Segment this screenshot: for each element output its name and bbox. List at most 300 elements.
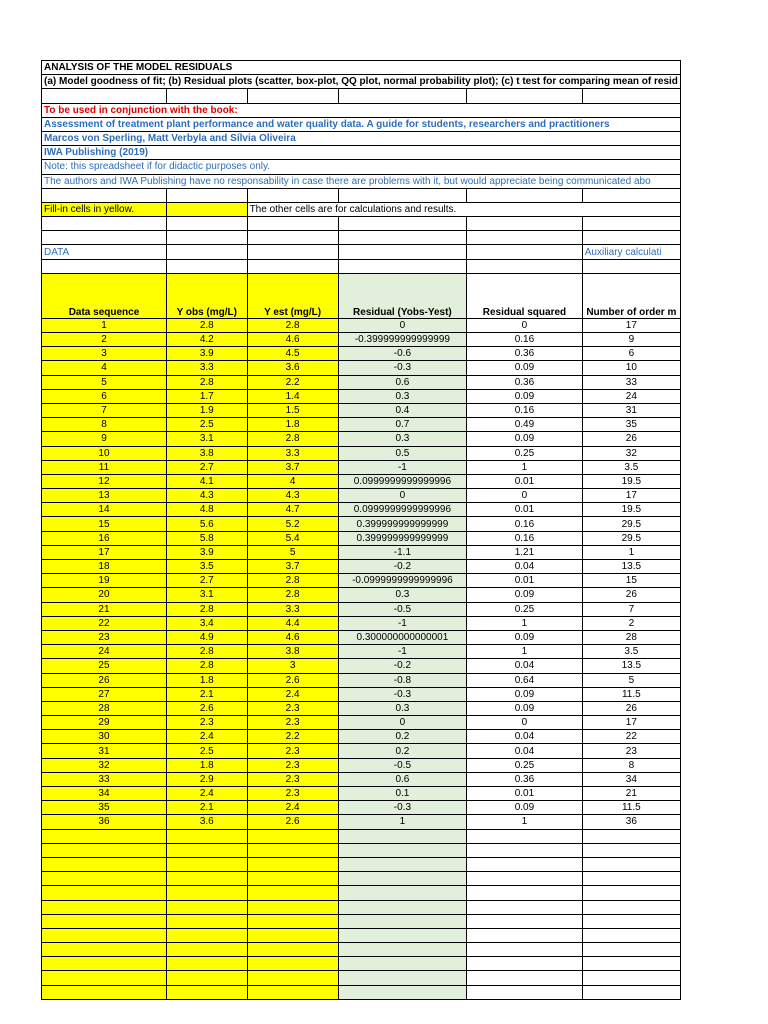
order-number-cell[interactable]: 9 bbox=[582, 333, 680, 347]
empty-y-obs-cell[interactable] bbox=[166, 985, 247, 999]
residual-squared-cell[interactable]: 1 bbox=[467, 645, 583, 659]
y-est-cell[interactable]: 2.4 bbox=[247, 687, 338, 701]
order-number-cell[interactable]: 6 bbox=[582, 347, 680, 361]
empty-order-number-cell[interactable] bbox=[582, 843, 680, 857]
y-est-cell[interactable]: 2.8 bbox=[247, 432, 338, 446]
order-number-cell[interactable]: 29.5 bbox=[582, 531, 680, 545]
y-obs-cell[interactable]: 1.8 bbox=[166, 758, 247, 772]
y-obs-cell[interactable]: 1.8 bbox=[166, 673, 247, 687]
empty-cell[interactable] bbox=[338, 231, 466, 245]
legend-swatch[interactable] bbox=[166, 202, 247, 216]
other-cells-note[interactable]: The other cells are for calculations and results. bbox=[247, 202, 680, 216]
order-number-cell[interactable]: 3.5 bbox=[582, 460, 680, 474]
y-obs-cell[interactable]: 2.8 bbox=[166, 659, 247, 673]
empty-y-obs-cell[interactable] bbox=[166, 857, 247, 871]
y-obs-cell[interactable]: 4.1 bbox=[166, 474, 247, 488]
residual-cell[interactable]: -0.399999999999999 bbox=[338, 333, 466, 347]
empty-y-obs-cell[interactable] bbox=[166, 943, 247, 957]
empty-cell[interactable] bbox=[42, 259, 167, 273]
residual-cell[interactable]: 0.3 bbox=[338, 701, 466, 715]
empty-order-number-cell[interactable] bbox=[582, 985, 680, 999]
y-est-cell[interactable]: 2.4 bbox=[247, 801, 338, 815]
y-obs-cell[interactable]: 2.1 bbox=[166, 687, 247, 701]
note-line-text[interactable]: Marcos von Sperling, Matt Verbyla and Sílvia Oliveira bbox=[42, 131, 681, 145]
empty-cell[interactable] bbox=[582, 231, 680, 245]
y-est-cell[interactable]: 2.3 bbox=[247, 716, 338, 730]
y-est-cell[interactable]: 4.6 bbox=[247, 630, 338, 644]
residual-cell[interactable]: 0.2 bbox=[338, 730, 466, 744]
data-sequence-cell[interactable]: 7 bbox=[42, 403, 167, 417]
empty-residual-cell[interactable] bbox=[338, 985, 466, 999]
empty-cell[interactable] bbox=[166, 231, 247, 245]
residual-squared-cell[interactable]: 0.09 bbox=[467, 701, 583, 715]
residual-squared-cell[interactable]: 0.01 bbox=[467, 787, 583, 801]
order-number-cell[interactable]: 15 bbox=[582, 574, 680, 588]
empty-residual-squared-cell[interactable] bbox=[467, 843, 583, 857]
residual-cell[interactable]: -0.8 bbox=[338, 673, 466, 687]
residual-cell[interactable]: 0.3 bbox=[338, 432, 466, 446]
data-sequence-cell[interactable]: 17 bbox=[42, 545, 167, 559]
y-est-cell[interactable]: 4.4 bbox=[247, 616, 338, 630]
y-obs-cell[interactable]: 2.8 bbox=[166, 602, 247, 616]
order-number-cell[interactable]: 19.5 bbox=[582, 503, 680, 517]
data-sequence-cell[interactable]: 3 bbox=[42, 347, 167, 361]
order-number-cell[interactable]: 31 bbox=[582, 403, 680, 417]
residual-cell[interactable]: 0.6 bbox=[338, 375, 466, 389]
empty-order-number-cell[interactable] bbox=[582, 872, 680, 886]
data-sequence-cell[interactable]: 5 bbox=[42, 375, 167, 389]
data-sequence-cell[interactable]: 22 bbox=[42, 616, 167, 630]
data-sequence-cell[interactable]: 11 bbox=[42, 460, 167, 474]
empty-order-number-cell[interactable] bbox=[582, 928, 680, 942]
residual-cell[interactable]: -0.5 bbox=[338, 602, 466, 616]
empty-data-sequence-cell[interactable] bbox=[42, 829, 167, 843]
residual-squared-cell[interactable]: 0.64 bbox=[467, 673, 583, 687]
residual-squared-cell[interactable]: 0.04 bbox=[467, 659, 583, 673]
residual-cell[interactable]: -0.2 bbox=[338, 560, 466, 574]
empty-y-obs-cell[interactable] bbox=[166, 914, 247, 928]
empty-order-number-cell[interactable] bbox=[582, 971, 680, 985]
empty-y-est-cell[interactable] bbox=[247, 829, 338, 843]
y-est-cell[interactable]: 1.8 bbox=[247, 418, 338, 432]
data-sequence-cell[interactable]: 24 bbox=[42, 645, 167, 659]
header-y-obs[interactable]: Y obs (mg/L) bbox=[166, 273, 247, 318]
y-obs-cell[interactable]: 2.8 bbox=[166, 318, 247, 332]
empty-cell[interactable] bbox=[42, 231, 167, 245]
order-number-cell[interactable]: 34 bbox=[582, 772, 680, 786]
y-est-cell[interactable]: 3.3 bbox=[247, 602, 338, 616]
y-est-cell[interactable]: 2.3 bbox=[247, 701, 338, 715]
empty-residual-cell[interactable] bbox=[338, 957, 466, 971]
empty-order-number-cell[interactable] bbox=[582, 900, 680, 914]
note-line-text[interactable]: IWA Publishing (2019) bbox=[42, 146, 681, 160]
y-obs-cell[interactable]: 2.8 bbox=[166, 645, 247, 659]
order-number-cell[interactable]: 8 bbox=[582, 758, 680, 772]
y-obs-cell[interactable]: 4.8 bbox=[166, 503, 247, 517]
order-number-cell[interactable]: 2 bbox=[582, 616, 680, 630]
order-number-cell[interactable]: 32 bbox=[582, 446, 680, 460]
data-sequence-cell[interactable]: 1 bbox=[42, 318, 167, 332]
empty-cell[interactable] bbox=[467, 217, 583, 231]
y-obs-cell[interactable]: 2.9 bbox=[166, 772, 247, 786]
empty-y-obs-cell[interactable] bbox=[166, 957, 247, 971]
order-number-cell[interactable]: 10 bbox=[582, 361, 680, 375]
empty-y-obs-cell[interactable] bbox=[166, 843, 247, 857]
data-sequence-cell[interactable]: 35 bbox=[42, 801, 167, 815]
data-sequence-cell[interactable]: 2 bbox=[42, 333, 167, 347]
y-obs-cell[interactable]: 2.6 bbox=[166, 701, 247, 715]
y-est-cell[interactable]: 3.7 bbox=[247, 560, 338, 574]
residual-cell[interactable]: -0.3 bbox=[338, 361, 466, 375]
empty-data-sequence-cell[interactable] bbox=[42, 971, 167, 985]
data-sequence-cell[interactable]: 21 bbox=[42, 602, 167, 616]
empty-cell[interactable] bbox=[166, 245, 247, 259]
order-number-cell[interactable]: 29.5 bbox=[582, 517, 680, 531]
y-est-cell[interactable]: 2.2 bbox=[247, 375, 338, 389]
empty-y-est-cell[interactable] bbox=[247, 872, 338, 886]
empty-y-obs-cell[interactable] bbox=[166, 872, 247, 886]
order-number-cell[interactable]: 7 bbox=[582, 602, 680, 616]
order-number-cell[interactable]: 21 bbox=[582, 787, 680, 801]
residual-squared-cell[interactable]: 0.49 bbox=[467, 418, 583, 432]
empty-cell[interactable] bbox=[338, 217, 466, 231]
order-number-cell[interactable]: 36 bbox=[582, 815, 680, 829]
residual-squared-cell[interactable]: 0.25 bbox=[467, 446, 583, 460]
data-sequence-cell[interactable]: 27 bbox=[42, 687, 167, 701]
data-sequence-cell[interactable]: 9 bbox=[42, 432, 167, 446]
empty-cell[interactable] bbox=[338, 245, 466, 259]
empty-data-sequence-cell[interactable] bbox=[42, 914, 167, 928]
residual-squared-cell[interactable]: 0.09 bbox=[467, 361, 583, 375]
y-obs-cell[interactable]: 2.8 bbox=[166, 375, 247, 389]
note-line-text[interactable]: Note: this spreadsheet if for didactic purposes only. bbox=[42, 160, 681, 174]
residual-squared-cell[interactable]: 0.09 bbox=[467, 630, 583, 644]
residual-squared-cell[interactable]: 0.36 bbox=[467, 375, 583, 389]
y-est-cell[interactable]: 2.3 bbox=[247, 758, 338, 772]
residual-cell[interactable]: 0.5 bbox=[338, 446, 466, 460]
empty-residual-cell[interactable] bbox=[338, 886, 466, 900]
residual-squared-cell[interactable]: 0.36 bbox=[467, 772, 583, 786]
data-sequence-cell[interactable]: 4 bbox=[42, 361, 167, 375]
empty-cell[interactable] bbox=[582, 89, 680, 103]
order-number-cell[interactable]: 11.5 bbox=[582, 801, 680, 815]
empty-cell[interactable] bbox=[467, 188, 583, 202]
y-est-cell[interactable]: 2.3 bbox=[247, 744, 338, 758]
residual-squared-cell[interactable]: 0.09 bbox=[467, 389, 583, 403]
residual-cell[interactable]: 0.6 bbox=[338, 772, 466, 786]
y-obs-cell[interactable]: 5.6 bbox=[166, 517, 247, 531]
residual-squared-cell[interactable]: 0.09 bbox=[467, 801, 583, 815]
empty-cell[interactable] bbox=[166, 89, 247, 103]
residual-squared-cell[interactable]: 0.09 bbox=[467, 588, 583, 602]
empty-residual-squared-cell[interactable] bbox=[467, 914, 583, 928]
residual-squared-cell[interactable]: 0.04 bbox=[467, 560, 583, 574]
residual-squared-cell[interactable]: 0 bbox=[467, 318, 583, 332]
y-est-cell[interactable]: 4.3 bbox=[247, 489, 338, 503]
y-est-cell[interactable]: 3.8 bbox=[247, 645, 338, 659]
residual-cell[interactable]: 0.399999999999999 bbox=[338, 531, 466, 545]
y-obs-cell[interactable]: 2.4 bbox=[166, 730, 247, 744]
data-sequence-cell[interactable]: 6 bbox=[42, 389, 167, 403]
empty-residual-squared-cell[interactable] bbox=[467, 886, 583, 900]
empty-data-sequence-cell[interactable] bbox=[42, 857, 167, 871]
data-sequence-cell[interactable]: 23 bbox=[42, 630, 167, 644]
residual-cell[interactable]: -0.3 bbox=[338, 687, 466, 701]
header-data-sequence[interactable]: Data sequence bbox=[42, 273, 167, 318]
empty-residual-squared-cell[interactable] bbox=[467, 985, 583, 999]
data-sequence-cell[interactable]: 32 bbox=[42, 758, 167, 772]
empty-cell[interactable] bbox=[582, 259, 680, 273]
data-sequence-cell[interactable]: 18 bbox=[42, 560, 167, 574]
data-sequence-cell[interactable]: 26 bbox=[42, 673, 167, 687]
note-line-text[interactable]: To be used in conjunction with the book: bbox=[42, 103, 681, 117]
empty-residual-cell[interactable] bbox=[338, 914, 466, 928]
data-sequence-cell[interactable]: 25 bbox=[42, 659, 167, 673]
note-line-text[interactable]: The authors and IWA Publishing have no responsability in case there are problems with it, but would appreciate being communicated abo bbox=[42, 174, 681, 188]
y-obs-cell[interactable]: 1.9 bbox=[166, 403, 247, 417]
empty-cell[interactable] bbox=[247, 217, 338, 231]
empty-cell[interactable] bbox=[467, 259, 583, 273]
empty-cell[interactable] bbox=[467, 231, 583, 245]
order-number-cell[interactable]: 19.5 bbox=[582, 474, 680, 488]
residual-cell[interactable]: -0.0999999999999996 bbox=[338, 574, 466, 588]
y-obs-cell[interactable]: 5.8 bbox=[166, 531, 247, 545]
auxiliary-label[interactable]: Auxiliary calculati bbox=[582, 245, 680, 259]
note-line-text[interactable]: Assessment of treatment plant performance and water quality data. A guide for students, researchers and practitioners bbox=[42, 117, 681, 131]
data-sequence-cell[interactable]: 13 bbox=[42, 489, 167, 503]
empty-cell[interactable] bbox=[247, 259, 338, 273]
residual-cell[interactable]: 0.2 bbox=[338, 744, 466, 758]
empty-cell[interactable] bbox=[42, 188, 167, 202]
residual-cell[interactable]: -0.3 bbox=[338, 801, 466, 815]
empty-residual-cell[interactable] bbox=[338, 971, 466, 985]
y-est-cell[interactable]: 4.5 bbox=[247, 347, 338, 361]
y-est-cell[interactable]: 1.5 bbox=[247, 403, 338, 417]
residual-cell[interactable]: -1 bbox=[338, 460, 466, 474]
empty-residual-cell[interactable] bbox=[338, 943, 466, 957]
y-obs-cell[interactable]: 2.5 bbox=[166, 744, 247, 758]
empty-data-sequence-cell[interactable] bbox=[42, 928, 167, 942]
y-est-cell[interactable]: 4 bbox=[247, 474, 338, 488]
residual-squared-cell[interactable]: 0 bbox=[467, 489, 583, 503]
residual-cell[interactable]: 0 bbox=[338, 318, 466, 332]
y-obs-cell[interactable]: 2.5 bbox=[166, 418, 247, 432]
y-obs-cell[interactable]: 3.8 bbox=[166, 446, 247, 460]
empty-residual-cell[interactable] bbox=[338, 843, 466, 857]
residual-squared-cell[interactable]: 0.01 bbox=[467, 503, 583, 517]
order-number-cell[interactable]: 17 bbox=[582, 318, 680, 332]
order-number-cell[interactable]: 23 bbox=[582, 744, 680, 758]
empty-residual-squared-cell[interactable] bbox=[467, 928, 583, 942]
residual-cell[interactable]: -1.1 bbox=[338, 545, 466, 559]
residual-squared-cell[interactable]: 0.04 bbox=[467, 744, 583, 758]
empty-cell[interactable] bbox=[166, 259, 247, 273]
y-est-cell[interactable]: 1.4 bbox=[247, 389, 338, 403]
order-number-cell[interactable]: 1 bbox=[582, 545, 680, 559]
order-number-cell[interactable]: 35 bbox=[582, 418, 680, 432]
order-number-cell[interactable]: 5 bbox=[582, 673, 680, 687]
empty-cell[interactable] bbox=[247, 245, 338, 259]
order-number-cell[interactable]: 28 bbox=[582, 630, 680, 644]
data-sequence-cell[interactable]: 29 bbox=[42, 716, 167, 730]
empty-y-est-cell[interactable] bbox=[247, 900, 338, 914]
y-est-cell[interactable]: 2.8 bbox=[247, 318, 338, 332]
empty-cell[interactable] bbox=[467, 245, 583, 259]
order-number-cell[interactable]: 17 bbox=[582, 489, 680, 503]
empty-order-number-cell[interactable] bbox=[582, 886, 680, 900]
empty-data-sequence-cell[interactable] bbox=[42, 872, 167, 886]
order-number-cell[interactable]: 13.5 bbox=[582, 659, 680, 673]
empty-cell[interactable] bbox=[338, 259, 466, 273]
y-obs-cell[interactable]: 3.1 bbox=[166, 432, 247, 446]
empty-y-est-cell[interactable] bbox=[247, 957, 338, 971]
y-obs-cell[interactable]: 3.9 bbox=[166, 545, 247, 559]
residual-squared-cell[interactable]: 0.01 bbox=[467, 574, 583, 588]
y-obs-cell[interactable]: 2.4 bbox=[166, 787, 247, 801]
residual-squared-cell[interactable]: 0.25 bbox=[467, 758, 583, 772]
residual-cell[interactable]: -0.2 bbox=[338, 659, 466, 673]
empty-y-est-cell[interactable] bbox=[247, 857, 338, 871]
empty-order-number-cell[interactable] bbox=[582, 857, 680, 871]
y-obs-cell[interactable]: 3.3 bbox=[166, 361, 247, 375]
residual-cell[interactable]: 0 bbox=[338, 489, 466, 503]
y-est-cell[interactable]: 5 bbox=[247, 545, 338, 559]
residual-cell[interactable]: -0.6 bbox=[338, 347, 466, 361]
y-obs-cell[interactable]: 3.1 bbox=[166, 588, 247, 602]
residual-cell[interactable]: -1 bbox=[338, 645, 466, 659]
empty-y-obs-cell[interactable] bbox=[166, 971, 247, 985]
y-obs-cell[interactable]: 3.6 bbox=[166, 815, 247, 829]
y-est-cell[interactable]: 3.6 bbox=[247, 361, 338, 375]
residual-cell[interactable]: -0.5 bbox=[338, 758, 466, 772]
empty-residual-squared-cell[interactable] bbox=[467, 957, 583, 971]
residual-cell[interactable]: 0.3 bbox=[338, 588, 466, 602]
y-obs-cell[interactable]: 1.7 bbox=[166, 389, 247, 403]
empty-data-sequence-cell[interactable] bbox=[42, 943, 167, 957]
residual-cell[interactable]: 0.0999999999999996 bbox=[338, 503, 466, 517]
empty-y-est-cell[interactable] bbox=[247, 886, 338, 900]
residual-squared-cell[interactable]: 0.16 bbox=[467, 517, 583, 531]
empty-cell[interactable] bbox=[166, 188, 247, 202]
data-sequence-cell[interactable]: 30 bbox=[42, 730, 167, 744]
empty-y-est-cell[interactable] bbox=[247, 928, 338, 942]
sheet-title-text[interactable]: ANALYSIS OF THE MODEL RESIDUALS bbox=[42, 61, 681, 75]
order-number-cell[interactable]: 33 bbox=[582, 375, 680, 389]
empty-cell[interactable] bbox=[247, 231, 338, 245]
fill-in-legend[interactable]: Fill-in cells in yellow. bbox=[42, 202, 167, 216]
y-obs-cell[interactable]: 3.4 bbox=[166, 616, 247, 630]
header-residual[interactable]: Residual (Yobs-Yest) bbox=[338, 273, 466, 318]
data-sequence-cell[interactable]: 31 bbox=[42, 744, 167, 758]
y-est-cell[interactable]: 2.3 bbox=[247, 772, 338, 786]
residual-cell[interactable]: 0.0999999999999996 bbox=[338, 474, 466, 488]
empty-residual-cell[interactable] bbox=[338, 872, 466, 886]
residual-cell[interactable]: 0.7 bbox=[338, 418, 466, 432]
order-number-cell[interactable]: 13.5 bbox=[582, 560, 680, 574]
order-number-cell[interactable]: 17 bbox=[582, 716, 680, 730]
empty-cell[interactable] bbox=[42, 89, 167, 103]
residual-squared-cell[interactable]: 1 bbox=[467, 616, 583, 630]
empty-cell[interactable] bbox=[338, 89, 466, 103]
residual-cell[interactable]: 0.399999999999999 bbox=[338, 517, 466, 531]
empty-residual-squared-cell[interactable] bbox=[467, 943, 583, 957]
y-est-cell[interactable]: 3.3 bbox=[247, 446, 338, 460]
y-est-cell[interactable]: 2.8 bbox=[247, 588, 338, 602]
data-sequence-cell[interactable]: 12 bbox=[42, 474, 167, 488]
residual-cell[interactable]: 0.4 bbox=[338, 403, 466, 417]
residual-squared-cell[interactable]: 0.09 bbox=[467, 432, 583, 446]
empty-y-est-cell[interactable] bbox=[247, 914, 338, 928]
y-obs-cell[interactable]: 3.5 bbox=[166, 560, 247, 574]
header-number-of-order[interactable]: Number of order m bbox=[582, 273, 680, 318]
empty-residual-squared-cell[interactable] bbox=[467, 829, 583, 843]
empty-data-sequence-cell[interactable] bbox=[42, 900, 167, 914]
order-number-cell[interactable]: 26 bbox=[582, 432, 680, 446]
empty-order-number-cell[interactable] bbox=[582, 829, 680, 843]
data-sequence-cell[interactable]: 15 bbox=[42, 517, 167, 531]
data-sequence-cell[interactable]: 16 bbox=[42, 531, 167, 545]
residual-squared-cell[interactable]: 0.04 bbox=[467, 730, 583, 744]
empty-cell[interactable] bbox=[582, 188, 680, 202]
residual-squared-cell[interactable]: 1 bbox=[467, 460, 583, 474]
order-number-cell[interactable]: 22 bbox=[582, 730, 680, 744]
residual-squared-cell[interactable]: 1 bbox=[467, 815, 583, 829]
y-obs-cell[interactable]: 4.9 bbox=[166, 630, 247, 644]
residual-cell[interactable]: 1 bbox=[338, 815, 466, 829]
y-est-cell[interactable]: 4.7 bbox=[247, 503, 338, 517]
y-est-cell[interactable]: 2.3 bbox=[247, 787, 338, 801]
empty-order-number-cell[interactable] bbox=[582, 943, 680, 957]
empty-residual-cell[interactable] bbox=[338, 857, 466, 871]
order-number-cell[interactable]: 3.5 bbox=[582, 645, 680, 659]
y-est-cell[interactable]: 4.6 bbox=[247, 333, 338, 347]
empty-y-est-cell[interactable] bbox=[247, 843, 338, 857]
residual-squared-cell[interactable]: 0.25 bbox=[467, 602, 583, 616]
empty-order-number-cell[interactable] bbox=[582, 914, 680, 928]
y-obs-cell[interactable]: 2.7 bbox=[166, 574, 247, 588]
empty-residual-squared-cell[interactable] bbox=[467, 872, 583, 886]
empty-cell[interactable] bbox=[42, 217, 167, 231]
data-sequence-cell[interactable]: 19 bbox=[42, 574, 167, 588]
empty-y-obs-cell[interactable] bbox=[166, 886, 247, 900]
y-est-cell[interactable]: 2.2 bbox=[247, 730, 338, 744]
empty-cell[interactable] bbox=[247, 89, 338, 103]
empty-residual-squared-cell[interactable] bbox=[467, 900, 583, 914]
sheet-subtitle-text[interactable]: (a) Model goodness of fit; (b) Residual plots (scatter, box-plot, QQ plot, normal probability plot); (c) t test for comparing mean of resid bbox=[42, 75, 681, 89]
y-est-cell[interactable]: 2.6 bbox=[247, 673, 338, 687]
empty-residual-cell[interactable] bbox=[338, 900, 466, 914]
data-sequence-cell[interactable]: 36 bbox=[42, 815, 167, 829]
header-residual-squared[interactable]: Residual squared bbox=[467, 273, 583, 318]
empty-data-sequence-cell[interactable] bbox=[42, 843, 167, 857]
residual-cell[interactable]: 0.300000000000001 bbox=[338, 630, 466, 644]
residual-squared-cell[interactable]: 0.16 bbox=[467, 333, 583, 347]
residual-squared-cell[interactable]: 0.36 bbox=[467, 347, 583, 361]
empty-cell[interactable] bbox=[338, 188, 466, 202]
data-label[interactable]: DATA bbox=[42, 245, 167, 259]
empty-y-est-cell[interactable] bbox=[247, 943, 338, 957]
empty-y-est-cell[interactable] bbox=[247, 985, 338, 999]
empty-residual-cell[interactable] bbox=[338, 928, 466, 942]
residual-squared-cell[interactable]: 0.01 bbox=[467, 474, 583, 488]
empty-y-est-cell[interactable] bbox=[247, 971, 338, 985]
empty-residual-squared-cell[interactable] bbox=[467, 857, 583, 871]
y-est-cell[interactable]: 3 bbox=[247, 659, 338, 673]
order-number-cell[interactable]: 11.5 bbox=[582, 687, 680, 701]
y-est-cell[interactable]: 2.6 bbox=[247, 815, 338, 829]
residual-squared-cell[interactable]: 0.16 bbox=[467, 403, 583, 417]
y-obs-cell[interactable]: 2.3 bbox=[166, 716, 247, 730]
